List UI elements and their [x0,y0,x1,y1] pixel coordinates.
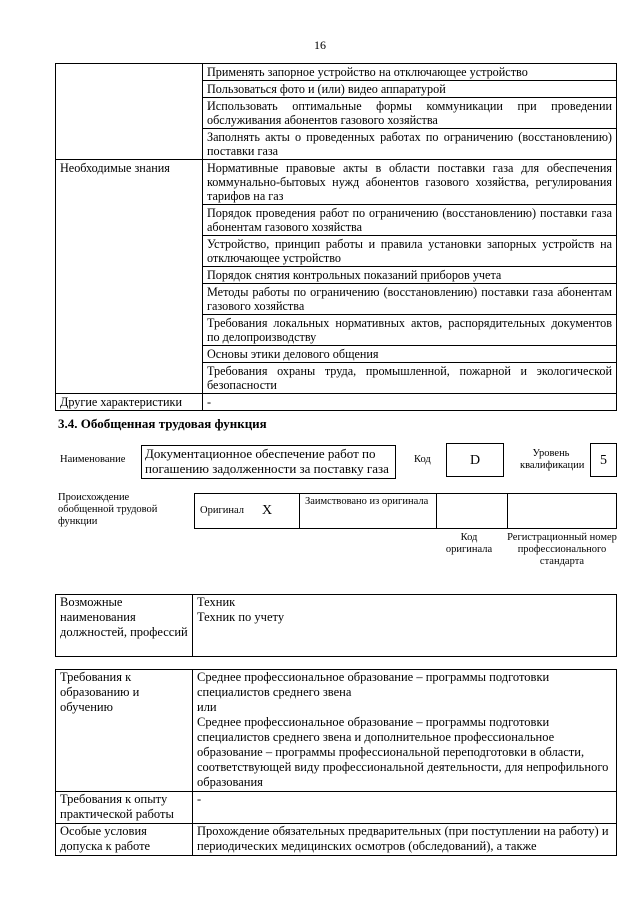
row-label-required-knowledge: Необходимые знания [56,160,203,394]
row-text: Нормативные правовые акты в области поставки газа для обеспечения коммунально-бытовых нужд абонентов газового хозяйства, регулирования тарифов на газ [203,160,617,205]
name-label: Наименование [60,454,126,465]
position-item: Техник [197,595,236,609]
row-text: Использовать оптимальные формы коммуникации при проведении обслуживания абонентов газового хозяйства [203,98,617,129]
code-label: Код [414,454,431,465]
experience-text: - [193,792,617,824]
row-text: Заполнять акты о проведенных работах по ограничению (восстановлению) поставки газа [203,129,617,160]
education-label: Требования к образованию и обучению [56,670,193,792]
table-row [56,160,617,205]
function-name-box: Документационное обеспечение работ по погашению задолженности за поставку газа [141,445,396,479]
table-row [56,824,617,856]
row-text: Порядок проведения работ по ограничению (восстановлению) поставки газа абонентам газового хозяйства [203,205,617,236]
origin-table [194,493,617,529]
education-line: Среднее профессиональное образование – программы подготовки специалистов среднего звена [197,670,550,699]
education-line: Среднее профессиональное образование – программы подготовки специалистов среднего звена и дополнительное профессиональное образование – программы профессиональной переподготовки в области, соответствующей виду профессиональной деятельности, для непрофильного образования [197,715,609,789]
table-row [56,670,617,792]
table-row [56,595,617,657]
row-text: Требования локальных нормативных актов, распорядительных документов по делопроизводству [203,315,617,346]
level-value-box: 5 [590,443,617,477]
reg-number-cell [508,494,617,529]
table-row [56,792,617,824]
requirements-table [55,669,617,856]
row-text: Порядок снятия контрольных показаний приборов учета [203,267,617,284]
section-heading: 3.4. Обобщенная трудовая функция [58,416,267,431]
table-row [56,64,617,81]
borrowed-label: Заимствовано из оригинала [300,494,437,529]
page-number: 16 [314,38,326,52]
admission-label: Особые условия допуска к работе [56,824,193,856]
row-text: Основы этики делового общения [203,346,617,363]
row-text: - [203,394,617,411]
admission-text: Прохождение обязательных предварительных (при поступлении на работу) и периодических медицинских осмотров (обследований), а также [193,824,617,856]
row-label-other-characteristics: Другие характеристики [56,394,203,411]
origin-code-cell [437,494,508,529]
original-label: Оригинал [195,494,258,529]
reg-number-caption: Регистрационный номер профессионального стандарта [507,532,617,567]
education-text [193,670,617,792]
positions-values [193,595,617,657]
row-text: Применять запорное устройство на отключающее устройство [203,64,617,81]
origin-label: Происхождение обобщенной трудовой функции [58,492,158,527]
table-row [56,394,617,411]
code-value-box: D [446,443,504,477]
row-text: Пользоваться фото и (или) видео аппаратурой [203,81,617,98]
row-text: Методы работы по ограничению (восстановлению) поставки газа абонентам газового хозяйства [203,284,617,315]
education-line: или [197,700,217,714]
skills-knowledge-table [55,63,617,411]
position-item: Техник по учету [197,610,285,624]
positions-label: Возможные наименования должностей, профессий [56,595,193,657]
row-text: Устройство, принцип работы и правила установки запорных устройств на отключающее устройство [203,236,617,267]
origin-code-caption: Код оригинала [445,532,493,555]
level-label: Уровень квалификации [520,448,585,471]
row-label [56,64,203,160]
row-text: Требования охраны труда, промышленной, пожарной и экологической безопасности [203,363,617,394]
original-mark: X [257,494,300,529]
positions-table [55,594,617,657]
experience-label: Требования к опыту практической работы [56,792,193,824]
